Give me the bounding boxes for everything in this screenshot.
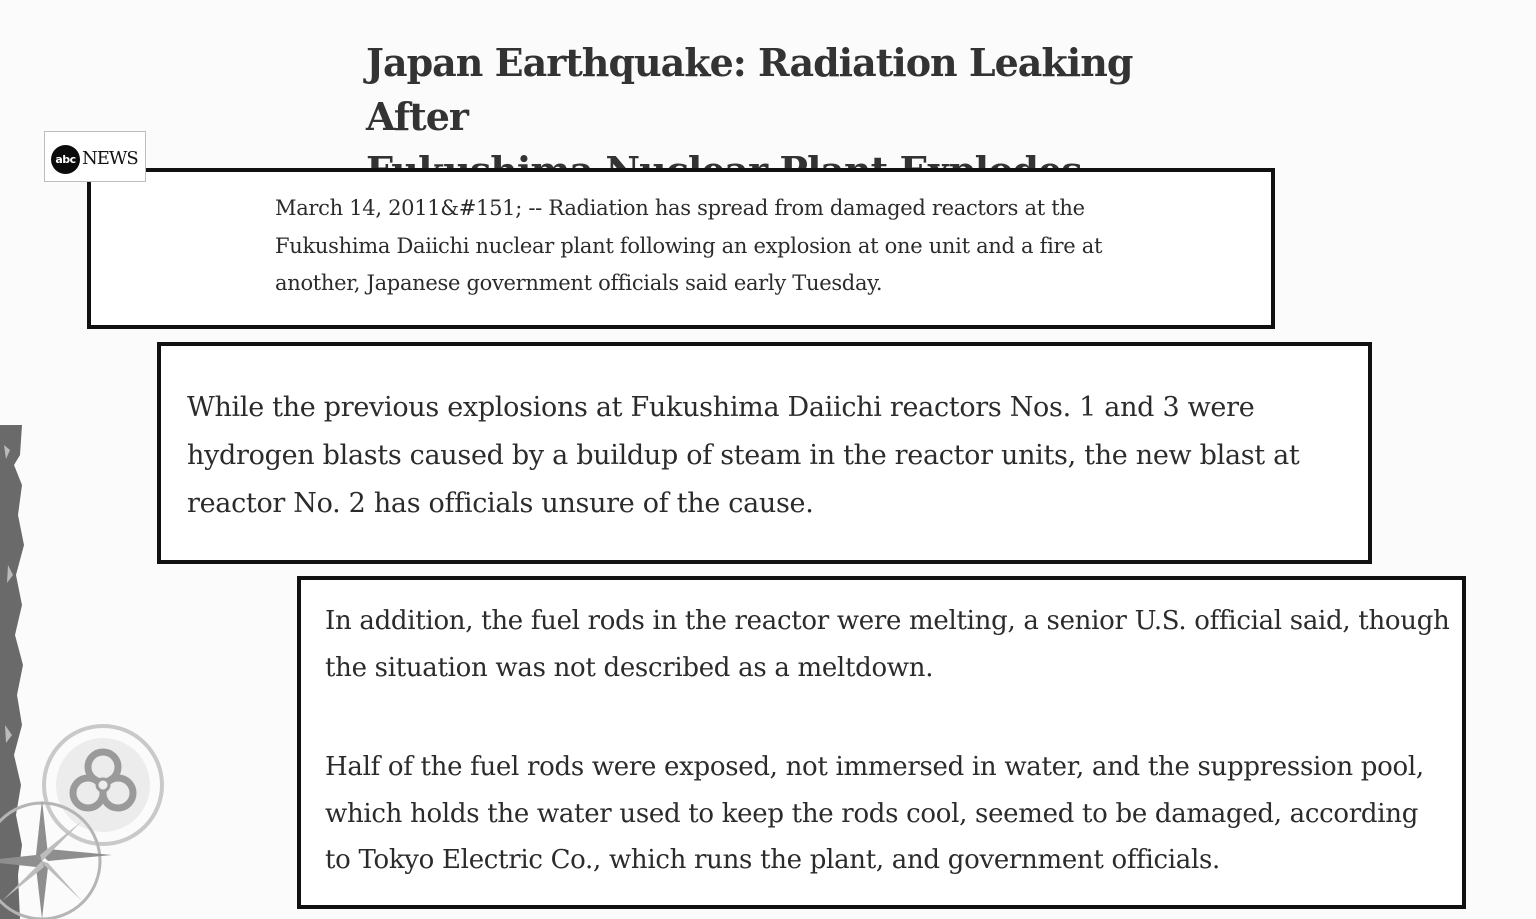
biohazard-icon	[44, 726, 162, 844]
quote-text-2-para-2: Half of the fuel rods were exposed, not immersed in water, and the suppression pool, which holds the water used to keep the rods cool, seemed to be damaged, according to Tokyo Electric Co., which runs the plant, and government officials.	[325, 752, 1424, 875]
article-excerpt: March 14, 2011&#151; -- Radiation has spread from damaged reactors at the Fukushima Daiichi nuclear plant following an explosion at one unit and a fire at another, Japanese government officials said early Tuesday.	[275, 196, 1103, 295]
headline-line-1: Japan Earthquake: Radiation Leaking After	[366, 40, 1133, 139]
decorative-ornaments	[0, 715, 170, 919]
abc-news-logo	[44, 131, 146, 182]
quote-text-1: While the previous explosions at Fukushima Daiichi reactors Nos. 1 and 3 were hydrogen blasts caused by a buildup of steam in the reactor units, the new blast at reactor No. 2 has officials unsure of the cause.	[187, 392, 1300, 519]
quote-text-2-para-1: In addition, the fuel rods in the reactor were melting, a senior U.S. official said, though the situation was not described as a meltdown.	[325, 606, 1450, 683]
news-wordmark: NEWS	[82, 148, 138, 169]
abc-logo-circle: abc	[51, 145, 80, 174]
